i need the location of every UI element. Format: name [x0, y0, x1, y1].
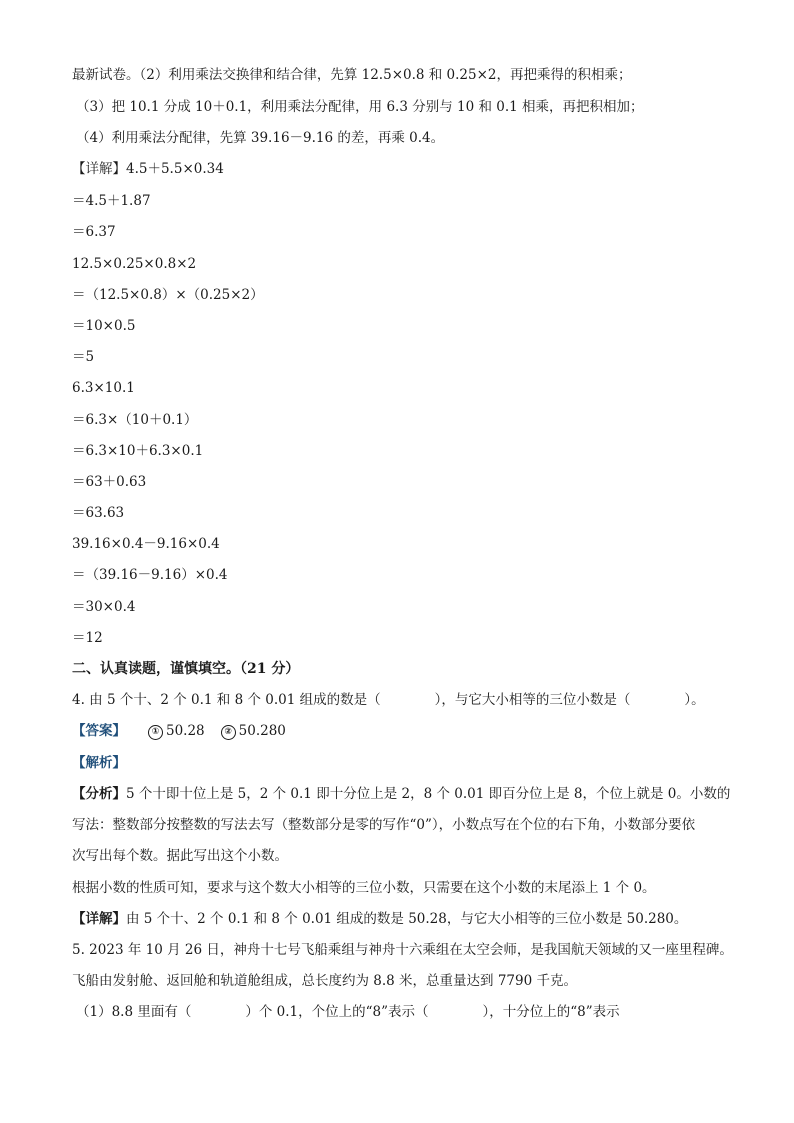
calc-line: ＝6.3×（10＋0.1）: [72, 412, 198, 428]
analysis-heading: [72, 754, 126, 772]
calc-line: 39.16×0.4－9.16×0.4: [72, 536, 220, 552]
calc-line: ＝12: [72, 630, 103, 646]
text-line: 最新试卷。（2）利用乘法交换律和结合律，先算 12.5×0.8 和 0.25×2，再把乘得的积相乘；: [72, 67, 632, 83]
detail-label: 【详解】: [72, 161, 126, 177]
detail-line: [72, 160, 224, 178]
section-heading: 二、认真读题，谨慎填空。（21 分）: [72, 661, 300, 677]
question-4: 4. 由 5 个十、2 个 0.1 和 8 个 0.01 组成的数是（ ），与它大小相等的三位小数是（ ）。: [72, 692, 705, 708]
calc-line: ＝63＋0.63: [72, 474, 147, 490]
detail-tag: 【详解】: [72, 911, 126, 927]
analysis-line: [72, 785, 730, 803]
calc-line: ＝6.37: [72, 224, 116, 240]
analysis-tag: 【分析】: [72, 786, 126, 802]
analysis-line: 根据小数的性质可知，要求与这个数大小相等的三位小数，只需要在这个小数的末尾添上 1 个 0。: [72, 880, 656, 896]
answer-1: 50.28: [166, 723, 205, 739]
circled-number-1: ①: [148, 725, 163, 740]
text-line: （4）利用乘法分配律，先算 39.16－9.16 的差，再乘 0.4。: [76, 130, 445, 146]
calc-line: ＝（12.5×0.8）×（0.25×2）: [72, 287, 264, 303]
calc-line: 6.3×10.1: [72, 380, 135, 396]
answer-2: 50.280: [238, 723, 286, 739]
analysis-label: 【解析】: [72, 755, 126, 771]
detail-text: 由 5 个十、2 个 0.1 和 8 个 0.01 组成的数是 50.28，与它大小相等的三位小数是 50.280。: [126, 911, 688, 927]
analysis-text: 5 个十即十位上是 5，2 个 0.1 即十分位上是 2，8 个 0.01 即百分位上是 8，个位上就是 0。小数的: [126, 786, 731, 802]
text-line: （3）把 10.1 分成 10＋0.1，利用乘法分配律，用 6.3 分别与 10 和 0.1 相乘，再把积相加；: [76, 99, 644, 115]
question-5: 5. 2023 年 10 月 26 日，神舟十七号飞船乘组与神舟十六乘组在太空会师，是我国航天领域的又一座里程碑。: [72, 942, 733, 958]
calc-line: ＝6.3×10＋6.3×0.1: [72, 443, 204, 459]
calc-line: 12.5×0.25×0.8×2: [72, 256, 197, 272]
question-5-part-1: （1）8.8 里面有（ ）个 0.1，个位上的“8”表示（ ），十分位上的“8”表示: [76, 1004, 620, 1020]
detail-line: [72, 910, 687, 928]
calc-line: ＝30×0.4: [72, 599, 136, 615]
calc-line: ＝63.63: [72, 505, 125, 521]
question-5-line: 飞船由发射舱、返回舱和轨道舱组成，总长度约为 8.8 米，总重量达到 7790 千克。: [72, 973, 577, 989]
circled-number-2: ②: [221, 725, 236, 740]
calc-line: ＝4.5＋1.87: [72, 193, 151, 209]
analysis-line: 写法：整数部分按整数的写法去写（整数部分是零的写作“0”），小数点写在个位的右下角，小数部分要依: [72, 817, 696, 833]
calc-line: ＝5: [72, 349, 95, 365]
answer-label: 【答案】: [72, 723, 126, 739]
calc-line: ＝（39.16－9.16）×0.4: [72, 567, 228, 583]
calc-expression: 4.5＋5.5×0.34: [126, 161, 224, 177]
analysis-line: 次写出每个数。据此写出这个小数。: [72, 848, 288, 864]
calc-line: ＝10×0.5: [72, 318, 136, 334]
answer-line: [72, 722, 286, 740]
